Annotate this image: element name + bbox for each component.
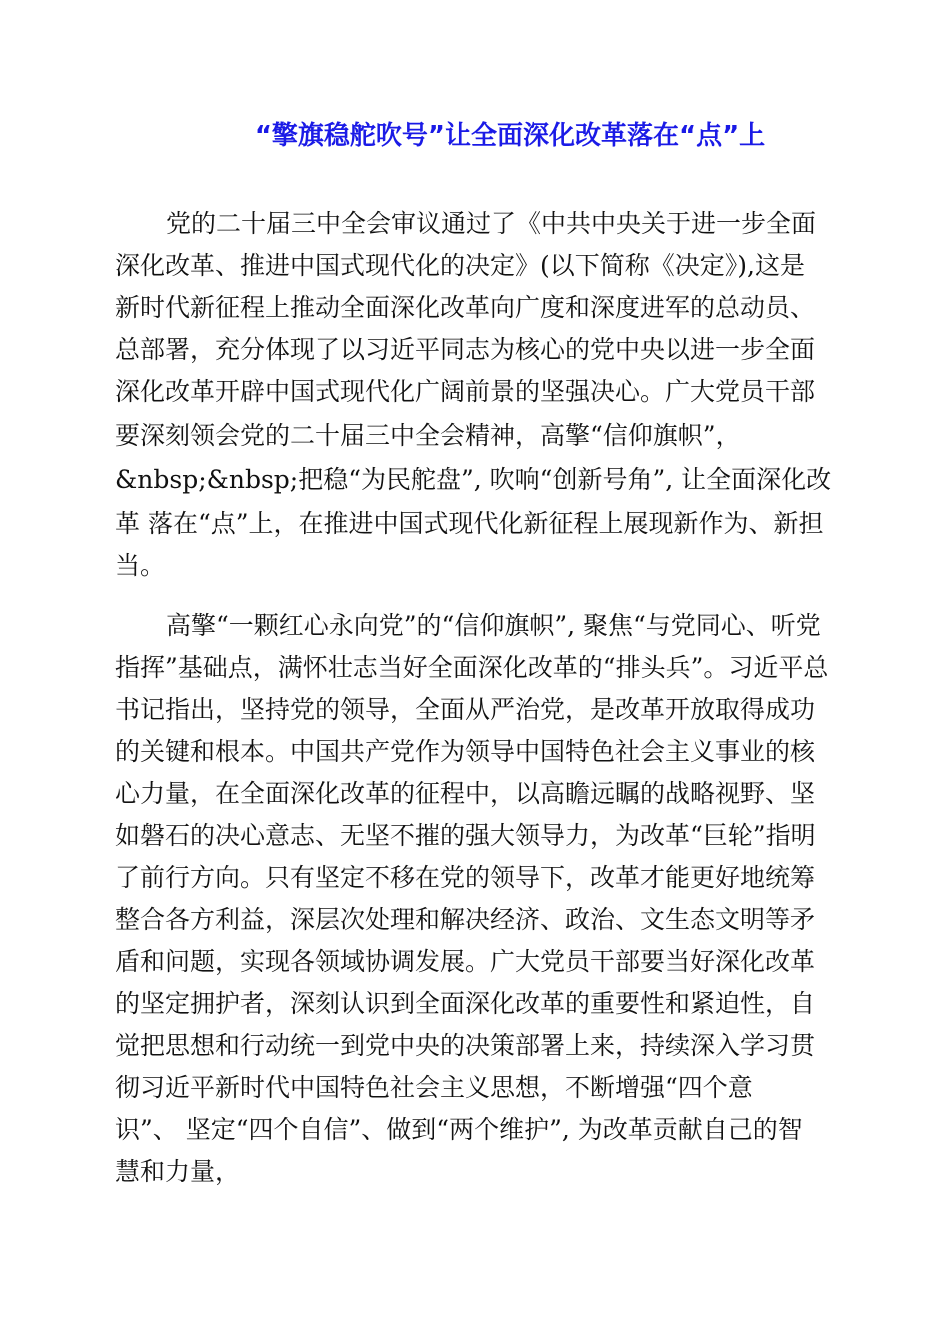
paragraph-line: &nbsp;&nbsp;把稳“为民舵盘”, 吹响“创新号角”, 让全面深化改 bbox=[115, 465, 832, 494]
paragraph-line: 新时代新征程上推动全面深化改革向广度和深度进军的总动员、 bbox=[115, 293, 816, 322]
paragraph-line: 盾和问题，实现各领域协调发展。广大党员干部要当好深化改革 bbox=[115, 947, 816, 976]
paragraph-line: 党的二十届三中全会审议通过了《中共中央关于进一步全面 bbox=[166, 209, 817, 238]
paragraph-line: 深化改革、推进中国式现代化的决定》(以下简称《决定》),这是 bbox=[115, 251, 805, 280]
paragraph-line: 革 落在“点”上，在推进中国式现代化新征程上展现新作为、新担 bbox=[115, 509, 824, 538]
paragraph-line: 书记指出，坚持党的领导，全面从严治党，是改革开放取得成功 bbox=[115, 695, 816, 724]
paragraph-line: 总部署，充分体现了以习近平同志为核心的党中央以进一步全面 bbox=[115, 335, 816, 364]
paragraph-line: 彻习近平新时代中国特色社会主义思想，不断增强“四个意 bbox=[115, 1073, 753, 1102]
paragraph-line: 的关键和根本。中国共产党作为领导中国特色社会主义事业的核 bbox=[115, 737, 816, 766]
paragraph-line: 了前行方向。只有坚定不移在党的领导下，改革才能更好地统筹 bbox=[115, 863, 816, 892]
paragraph-line: 的坚定拥护者，深刻认识到全面深化改革的重要性和紧迫性，自 bbox=[115, 989, 816, 1018]
paragraph-line: 觉把思想和行动统一到党中央的决策部署上来，持续深入学习贯 bbox=[115, 1031, 816, 1060]
document-title: “擎旗稳舵吹号”让全面深化改革落在“点”上 bbox=[254, 121, 766, 151]
paragraph-line: 如磐石的决心意志、无坚不摧的强大领导力，为改革“巨轮”指明 bbox=[115, 821, 816, 850]
paragraph-line: 高擎“一颗红心永向党”的“信仰旗帜”, 聚焦“与党同心、听党 bbox=[166, 611, 821, 640]
paragraph-line: 当。 bbox=[115, 551, 166, 580]
paragraph-line: 慧和力量， bbox=[115, 1157, 241, 1186]
paragraph-line: 心力量，在全面深化改革的征程中，以高瞻远瞩的战略视野、坚 bbox=[115, 779, 816, 808]
paragraph-line: 要深刻领会党的二十届三中全会精神，高擎“信仰旗帜”， bbox=[115, 421, 741, 450]
paragraph-line: 指挥”基础点，满怀壮志当好全面深化改革的“排头兵”。习近平总 bbox=[115, 653, 829, 682]
paragraph-line: 整合各方利益，深层次处理和解决经济、政治、文生态文明等矛 bbox=[115, 905, 816, 934]
paragraph-line: 深化改革开辟中国式现代化广阔前景的坚强决心。广大党员干部 bbox=[115, 377, 816, 406]
paragraph-line: 识”、 坚定“四个自信”、做到“两个维护”, 为改革贡献自己的智 bbox=[115, 1115, 803, 1144]
